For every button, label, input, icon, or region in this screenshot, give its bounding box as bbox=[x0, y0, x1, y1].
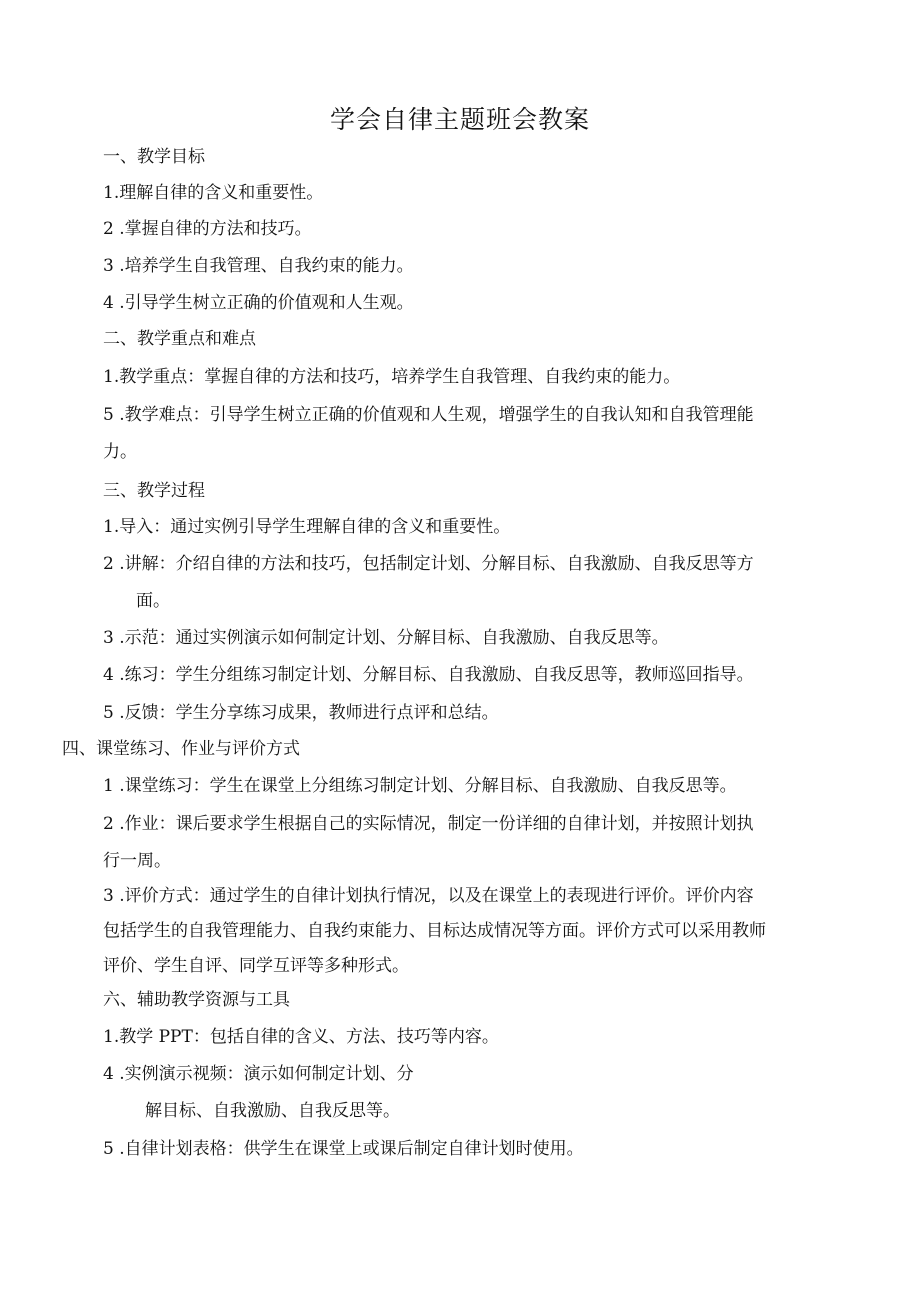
resource-item-4-continued: 解目标、自我激励、自我反思等。 bbox=[145, 1101, 400, 1121]
process-item-4: 4 .练习：学生分组练习制定计划、分解目标、自我激励、自我反思等，教师巡回指导。 bbox=[103, 665, 754, 685]
goal-item-1: 1.理解自律的含义和重要性。 bbox=[103, 183, 324, 203]
resource-item-1: 1.教学 PPT：包括自律的含义、方法、技巧等内容。 bbox=[103, 1027, 499, 1047]
exercise-item-2-continued: 行一周。 bbox=[103, 851, 171, 871]
resource-item-4: 4 .实例演示视频：演示如何制定计划、分 bbox=[103, 1064, 414, 1084]
exercise-item-2: 2 .作业：课后要求学生根据自己的实际情况，制定一份详细的自律计划，并按照计划执 bbox=[103, 814, 754, 834]
heading-exercises-homework: 四、课堂练习、作业与评价方式 bbox=[62, 739, 300, 759]
process-item-3: 3 .示范：通过实例演示如何制定计划、分解目标、自我激励、自我反思等。 bbox=[103, 628, 669, 648]
difficulty-item: 5 .教学难点：引导学生树立正确的价值观和人生观，增强学生的自我认知和自我管理能 bbox=[103, 405, 754, 425]
exercise-item-3: 3 .评价方式：通过学生的自律计划执行情况，以及在课堂上的表现进行评价。评价内容 bbox=[103, 886, 754, 906]
process-item-1: 1.导入：通过实例引导学生理解自律的含义和重要性。 bbox=[103, 517, 511, 537]
goal-item-3: 3 .培养学生自我管理、自我约束的能力。 bbox=[103, 256, 414, 276]
goal-item-2: 2 .掌握自律的方法和技巧。 bbox=[103, 219, 312, 239]
heading-teaching-resources: 六、辅助教学资源与工具 bbox=[103, 990, 290, 1010]
exercise-item-1: 1 .课堂练习：学生在课堂上分组练习制定计划、分解目标、自我激励、自我反思等。 bbox=[103, 776, 737, 796]
resource-item-5: 5 .自律计划表格：供学生在课堂上或课后制定自律计划时使用。 bbox=[103, 1139, 584, 1159]
key-point-item: 1.教学重点：掌握自律的方法和技巧，培养学生自我管理、自我约束的能力。 bbox=[103, 367, 681, 387]
difficulty-item-continued: 力。 bbox=[103, 442, 137, 462]
heading-key-points: 二、教学重点和难点 bbox=[103, 329, 256, 349]
process-item-2-continued: 面。 bbox=[136, 591, 170, 611]
heading-teaching-process: 三、教学过程 bbox=[103, 481, 205, 501]
exercise-item-3-continued-1: 包括学生的自我管理能力、自我约束能力、目标达成情况等方面。评价方式可以采用教师 bbox=[103, 921, 766, 941]
document-title: 学会自律主题班会教案 bbox=[329, 105, 590, 134]
heading-teaching-goals: 一、教学目标 bbox=[103, 147, 205, 167]
process-item-5: 5 .反馈：学生分享练习成果，教师进行点评和总结。 bbox=[103, 703, 499, 723]
goal-item-4: 4 .引导学生树立正确的价值观和人生观。 bbox=[103, 293, 414, 313]
process-item-2: 2 .讲解：介绍自律的方法和技巧，包括制定计划、分解目标、自我激励、自我反思等方 bbox=[103, 554, 754, 574]
exercise-item-3-continued-2: 评价、学生自评、同学互评等多种形式。 bbox=[103, 956, 409, 976]
